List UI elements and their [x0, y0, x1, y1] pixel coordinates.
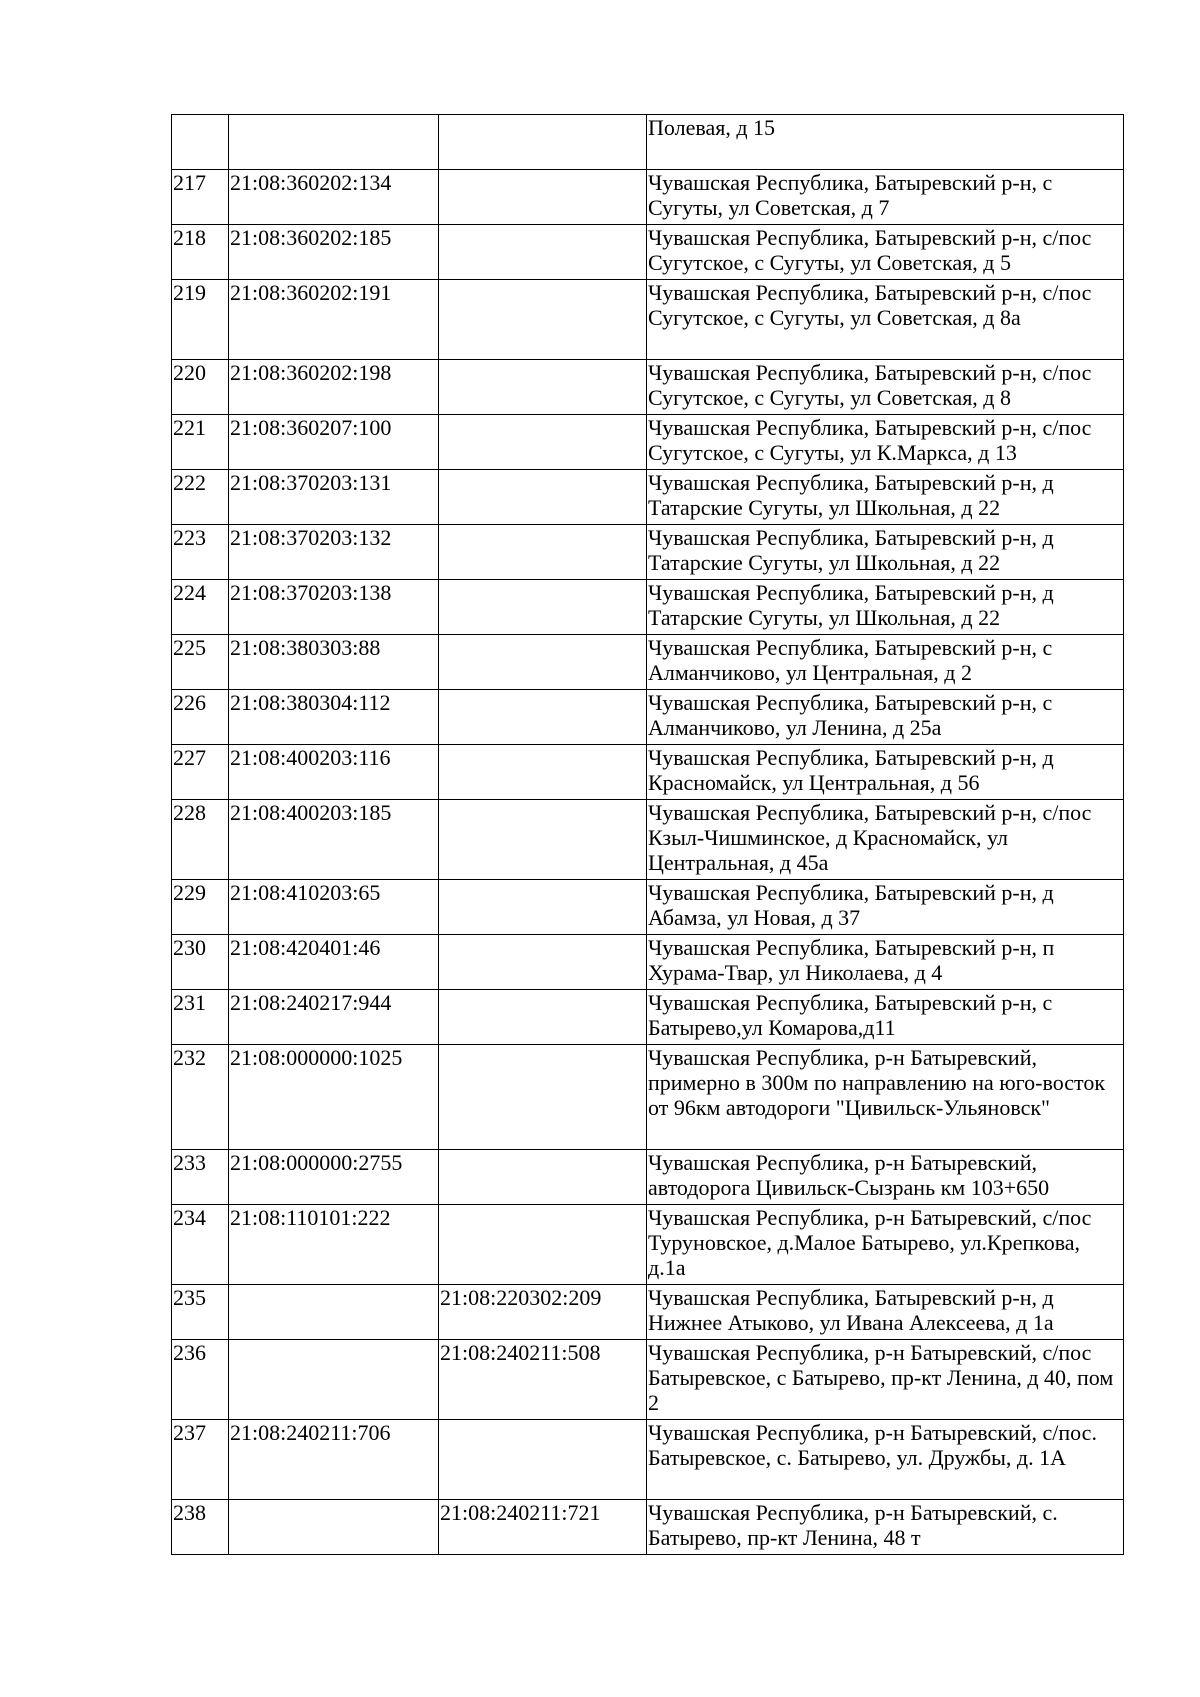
building-cadastral-number-cell — [439, 1045, 647, 1150]
row-number-cell: 217 — [172, 170, 229, 225]
row-number-cell: 235 — [172, 1285, 229, 1340]
cadastral-number-cell: 21:08:360202:134 — [229, 170, 439, 225]
registry-table — [171, 114, 1124, 1555]
building-cadastral-number-cell — [439, 470, 647, 525]
row-number-cell: 230 — [172, 935, 229, 990]
row-number-cell: 225 — [172, 635, 229, 690]
building-cadastral-number-cell — [439, 170, 647, 225]
table-row — [172, 225, 1124, 280]
address-cell: Чувашская Республика, Батыревский р-н, с/пос Сугутское, с Сугуты, ул Советская, д 8а — [647, 280, 1124, 360]
row-number-cell: 219 — [172, 280, 229, 360]
address-cell: Полевая, д 15 — [647, 115, 1124, 170]
table-row — [172, 580, 1124, 635]
building-cadastral-number-cell — [439, 115, 647, 170]
building-cadastral-number-cell — [439, 635, 647, 690]
table-row — [172, 745, 1124, 800]
building-cadastral-number-cell: 21:08:240211:721 — [439, 1500, 647, 1555]
address-cell: Чувашская Республика, Батыревский р-н, д Красномайск, ул Центральная, д 56 — [647, 745, 1124, 800]
cadastral-number-cell: 21:08:240217:944 — [229, 990, 439, 1045]
table-row — [172, 690, 1124, 745]
address-cell: Чувашская Республика, р-н Батыревский, автодорога Цивильск-Сызрань км 103+650 — [647, 1150, 1124, 1205]
address-cell: Чувашская Республика, Батыревский р-н, п Хурама-Твар, ул Николаева, д 4 — [647, 935, 1124, 990]
cadastral-number-cell: 21:08:410203:65 — [229, 880, 439, 935]
table-row — [172, 880, 1124, 935]
cadastral-number-cell: 21:08:110101:222 — [229, 1205, 439, 1285]
address-cell: Чувашская Республика, р-н Батыревский, примерно в 300м по направлению на юго-восток от 96км автодороги "Цивильск-Ульяновск" — [647, 1045, 1124, 1150]
address-cell: Чувашская Республика, Батыревский р-н, с/пос Кзыл-Чишминское, д Красномайск, ул Центральная, д 45а — [647, 800, 1124, 880]
building-cadastral-number-cell — [439, 225, 647, 280]
cadastral-number-cell — [229, 1340, 439, 1420]
building-cadastral-number-cell — [439, 935, 647, 990]
cadastral-number-cell: 21:08:360202:198 — [229, 360, 439, 415]
cadastral-number-cell: 21:08:380303:88 — [229, 635, 439, 690]
cadastral-number-cell: 21:08:370203:131 — [229, 470, 439, 525]
table-row — [172, 1205, 1124, 1285]
cadastral-number-cell: 21:08:370203:138 — [229, 580, 439, 635]
cadastral-number-cell — [229, 1500, 439, 1555]
cadastral-number-cell: 21:08:370203:132 — [229, 525, 439, 580]
address-cell: Чувашская Республика, Батыревский р-н, д Татарские Сугуты, ул Школьная, д 22 — [647, 580, 1124, 635]
cadastral-number-cell: 21:08:380304:112 — [229, 690, 439, 745]
row-number-cell: 232 — [172, 1045, 229, 1150]
table-row — [172, 470, 1124, 525]
table-row — [172, 990, 1124, 1045]
address-cell: Чувашская Республика, Батыревский р-н, с Батырево,ул Комарова,д11 — [647, 990, 1124, 1045]
building-cadastral-number-cell — [439, 280, 647, 360]
building-cadastral-number-cell — [439, 580, 647, 635]
address-cell: Чувашская Республика, р-н Батыревский, с/пос Батыревское, с Батырево, пр-кт Ленина, д 40, пом 2 — [647, 1340, 1124, 1420]
cadastral-number-cell: 21:08:360202:185 — [229, 225, 439, 280]
table-row — [172, 415, 1124, 470]
row-number-cell: 238 — [172, 1500, 229, 1555]
cadastral-number-cell: 21:08:000000:1025 — [229, 1045, 439, 1150]
building-cadastral-number-cell — [439, 690, 647, 745]
row-number-cell: 218 — [172, 225, 229, 280]
address-cell: Чувашская Республика, р-н Батыревский, с/пос Туруновское, д.Малое Батырево, ул.Крепкова, д.1а — [647, 1205, 1124, 1285]
registry-table-body — [172, 115, 1124, 1555]
address-cell: Чувашская Республика, Батыревский р-н, с Алманчиково, ул Ленина, д 25а — [647, 690, 1124, 745]
row-number-cell: 234 — [172, 1205, 229, 1285]
building-cadastral-number-cell — [439, 1420, 647, 1500]
address-cell: Чувашская Республика, Батыревский р-н, с Алманчиково, ул Центральная, д 2 — [647, 635, 1124, 690]
table-row — [172, 935, 1124, 990]
row-number-cell: 223 — [172, 525, 229, 580]
building-cadastral-number-cell: 21:08:220302:209 — [439, 1285, 647, 1340]
cadastral-number-cell: 21:08:360202:191 — [229, 280, 439, 360]
building-cadastral-number-cell — [439, 360, 647, 415]
cadastral-number-cell: 21:08:000000:2755 — [229, 1150, 439, 1205]
cadastral-number-cell: 21:08:400203:116 — [229, 745, 439, 800]
row-number-cell: 220 — [172, 360, 229, 415]
address-cell: Чувашская Республика, р-н Батыревский, с. Батырево, пр-кт Ленина, 48 т — [647, 1500, 1124, 1555]
cadastral-number-cell: 21:08:420401:46 — [229, 935, 439, 990]
building-cadastral-number-cell — [439, 880, 647, 935]
row-number-cell: 233 — [172, 1150, 229, 1205]
building-cadastral-number-cell — [439, 990, 647, 1045]
table-row — [172, 635, 1124, 690]
row-number-cell: 221 — [172, 415, 229, 470]
table-row — [172, 170, 1124, 225]
address-cell: Чувашская Республика, Батыревский р-н, с/пос Сугутское, с Сугуты, ул К.Маркса, д 13 — [647, 415, 1124, 470]
building-cadastral-number-cell — [439, 745, 647, 800]
address-cell: Чувашская Республика, Батыревский р-н, с/пос Сугутское, с Сугуты, ул Советская, д 8 — [647, 360, 1124, 415]
table-row — [172, 1045, 1124, 1150]
row-number-cell: 228 — [172, 800, 229, 880]
row-number-cell: 231 — [172, 990, 229, 1045]
row-number-cell: 229 — [172, 880, 229, 935]
cadastral-number-cell — [229, 1285, 439, 1340]
building-cadastral-number-cell — [439, 525, 647, 580]
address-cell: Чувашская Республика, Батыревский р-н, д Татарские Сугуты, ул Школьная, д 22 — [647, 525, 1124, 580]
table-row — [172, 800, 1124, 880]
building-cadastral-number-cell — [439, 800, 647, 880]
cadastral-number-cell: 21:08:360207:100 — [229, 415, 439, 470]
cadastral-number-cell: 21:08:400203:185 — [229, 800, 439, 880]
table-row — [172, 1340, 1124, 1420]
building-cadastral-number-cell — [439, 1205, 647, 1285]
row-number-cell: 224 — [172, 580, 229, 635]
row-number-cell: 227 — [172, 745, 229, 800]
table-row — [172, 115, 1124, 170]
building-cadastral-number-cell: 21:08:240211:508 — [439, 1340, 647, 1420]
table-row — [172, 525, 1124, 580]
table-row — [172, 360, 1124, 415]
table-row — [172, 1285, 1124, 1340]
building-cadastral-number-cell — [439, 1150, 647, 1205]
row-number-cell: 236 — [172, 1340, 229, 1420]
address-cell: Чувашская Республика, Батыревский р-н, д Татарские Сугуты, ул Школьная, д 22 — [647, 470, 1124, 525]
table-row — [172, 1500, 1124, 1555]
table-row — [172, 1420, 1124, 1500]
row-number-cell: 237 — [172, 1420, 229, 1500]
row-number-cell: 222 — [172, 470, 229, 525]
address-cell: Чувашская Республика, Батыревский р-н, с Сугуты, ул Советская, д 7 — [647, 170, 1124, 225]
cadastral-number-cell — [229, 115, 439, 170]
table-row — [172, 280, 1124, 360]
address-cell: Чувашская Республика, Батыревский р-н, с/пос Сугутское, с Сугуты, ул Советская, д 5 — [647, 225, 1124, 280]
address-cell: Чувашская Республика, Батыревский р-н, д Абамза, ул Новая, д 37 — [647, 880, 1124, 935]
row-number-cell: 226 — [172, 690, 229, 745]
row-number-cell — [172, 115, 229, 170]
cadastral-number-cell: 21:08:240211:706 — [229, 1420, 439, 1500]
address-cell: Чувашская Республика, Батыревский р-н, д Нижнее Атыково, ул Ивана Алексеева, д 1а — [647, 1285, 1124, 1340]
building-cadastral-number-cell — [439, 415, 647, 470]
address-cell: Чувашская Республика, р-н Батыревский, с/пос. Батыревское, с. Батырево, ул. Дружбы, д. 1А — [647, 1420, 1124, 1500]
table-row — [172, 1150, 1124, 1205]
